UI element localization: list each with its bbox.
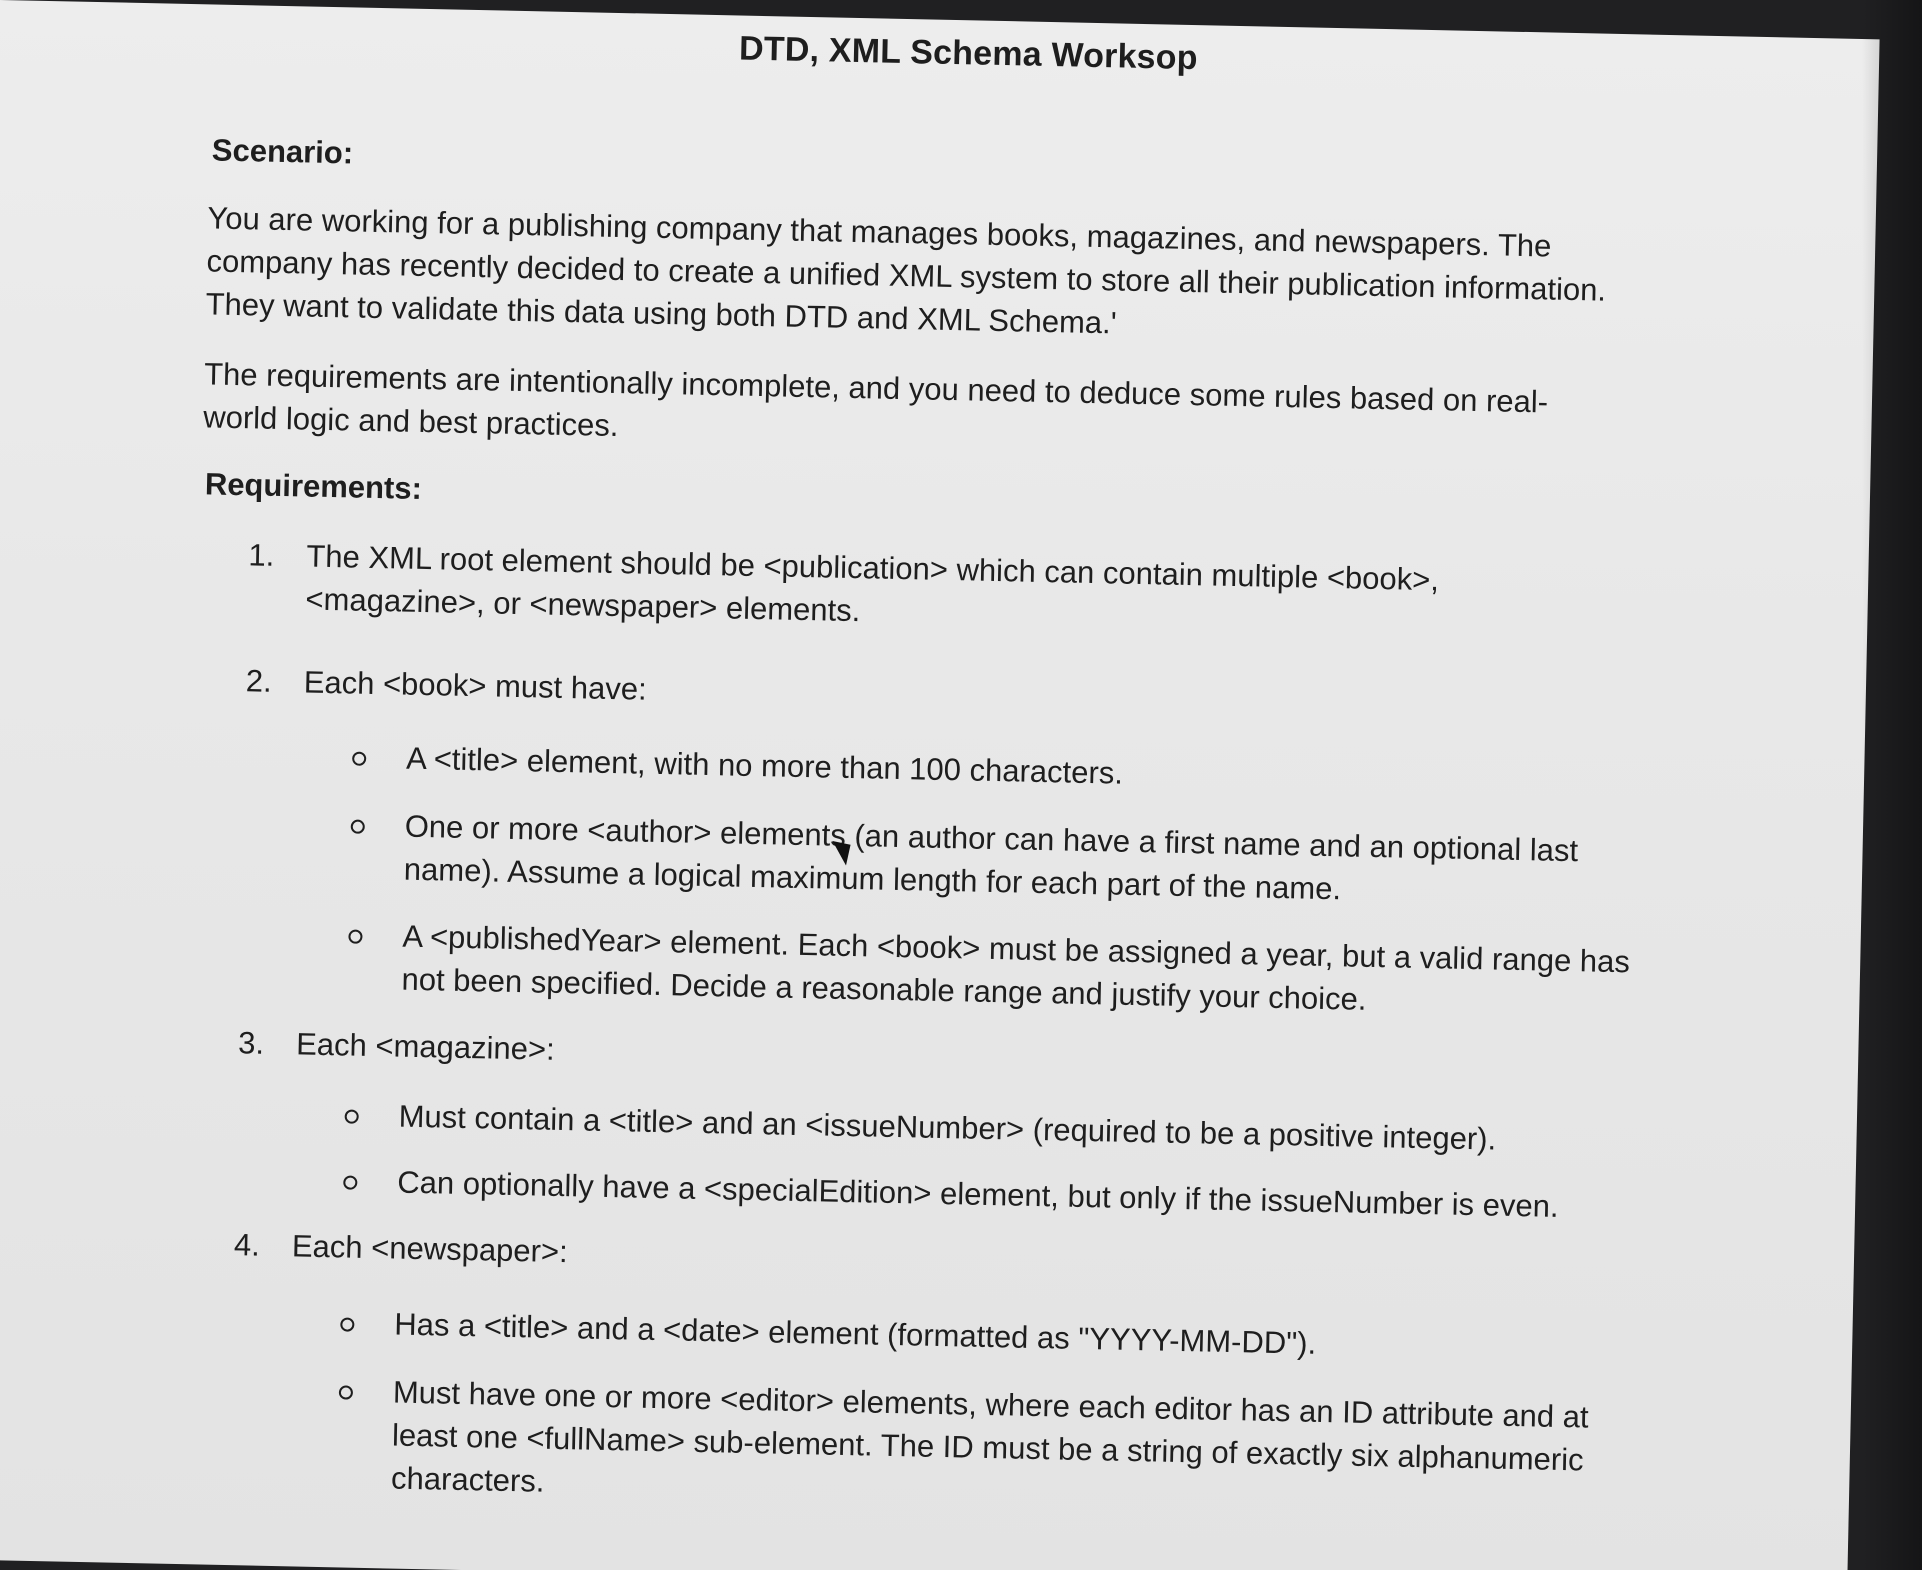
hollow-bullet-icon xyxy=(351,820,365,834)
book-bullet-title xyxy=(353,736,1673,791)
scenario-paragraph-1: You are working for a publishing company that manages books, magazines, and newspapers. The company has recently decided to create a unified XML system to store all their publication information. They want to validate this data using both DTD and XML Schema.' xyxy=(205,200,1607,341)
requirement-item-4 xyxy=(233,1223,1534,1270)
bullet-text: Can optionally have a <specialEdition> element, but only if the issueNumber is even. xyxy=(396,1164,1559,1224)
requirement-number: 4. xyxy=(233,1227,261,1263)
bullet-text: Must have one or more <editor> elements, where each editor has an ID attribute and at least one <fullName> sub-element. The ID must be a string of exactly six alphanumeric characters. xyxy=(390,1374,1589,1499)
scenario-heading: Scenario: xyxy=(211,132,354,171)
hollow-bullet-icon xyxy=(340,1317,354,1331)
requirement-text: The XML root element should be <publication> which can contain multiple <book>, <magazine>, or <newspaper> elements. xyxy=(305,538,1440,629)
requirements-heading: Requirements: xyxy=(204,466,423,506)
book-bullet-published-year xyxy=(349,914,1669,1017)
document-title: DTD, XML Schema Worksop xyxy=(738,29,1199,78)
hollow-bullet-icon xyxy=(339,1385,353,1399)
newspaper-bullet-editor xyxy=(339,1369,1659,1499)
newspaper-bullet-date xyxy=(341,1301,1661,1361)
hollow-bullet-icon xyxy=(343,1175,357,1189)
requirement-item-1 xyxy=(248,533,1549,629)
hollow-bullet-icon xyxy=(345,1109,359,1123)
scenario-paragraph-2: The requirements are intentionally incomplete, and you need to deduce some rules based on real-world logic and best practices. xyxy=(202,356,1549,444)
requirement-text: Each <magazine>: xyxy=(295,1026,556,1067)
bullet-text: A <title> element, with no more than 100 characters. xyxy=(405,740,1124,791)
requirement-text: Each <newspaper>: xyxy=(291,1228,569,1270)
requirement-number: 2. xyxy=(245,663,273,699)
book-bullet-author xyxy=(351,804,1671,907)
requirement-item-3 xyxy=(237,1021,1539,1067)
magazine-bullet-issue xyxy=(345,1093,1665,1157)
screen-edge-shadow xyxy=(1862,0,1922,1570)
bullet-text: A <publishedYear> element. Each <book> must be assigned a year, but a valid range has not been specified. Decide a reasonable range and justify your choice. xyxy=(401,918,1631,1017)
bullet-text: One or more <author> elements (an author can have a first name and an optional last name). Assume a logical maximum length for each part of the name. xyxy=(403,808,1579,907)
hollow-bullet-icon xyxy=(352,752,366,766)
bullet-text: Must contain a <title> and an <issueNumber> (required to be a positive integer). xyxy=(398,1098,1497,1157)
requirement-number: 1. xyxy=(248,537,275,573)
bullet-text: Has a <title> and a <date> element (formatted as "YYYY-MM-DD"). xyxy=(393,1306,1317,1361)
magazine-bullet-special-edition xyxy=(344,1159,1664,1224)
hollow-bullet-icon xyxy=(348,930,362,944)
requirement-number: 3. xyxy=(237,1025,265,1061)
requirement-item-2 xyxy=(245,659,1546,707)
requirement-text: Each <book> must have: xyxy=(303,664,648,707)
